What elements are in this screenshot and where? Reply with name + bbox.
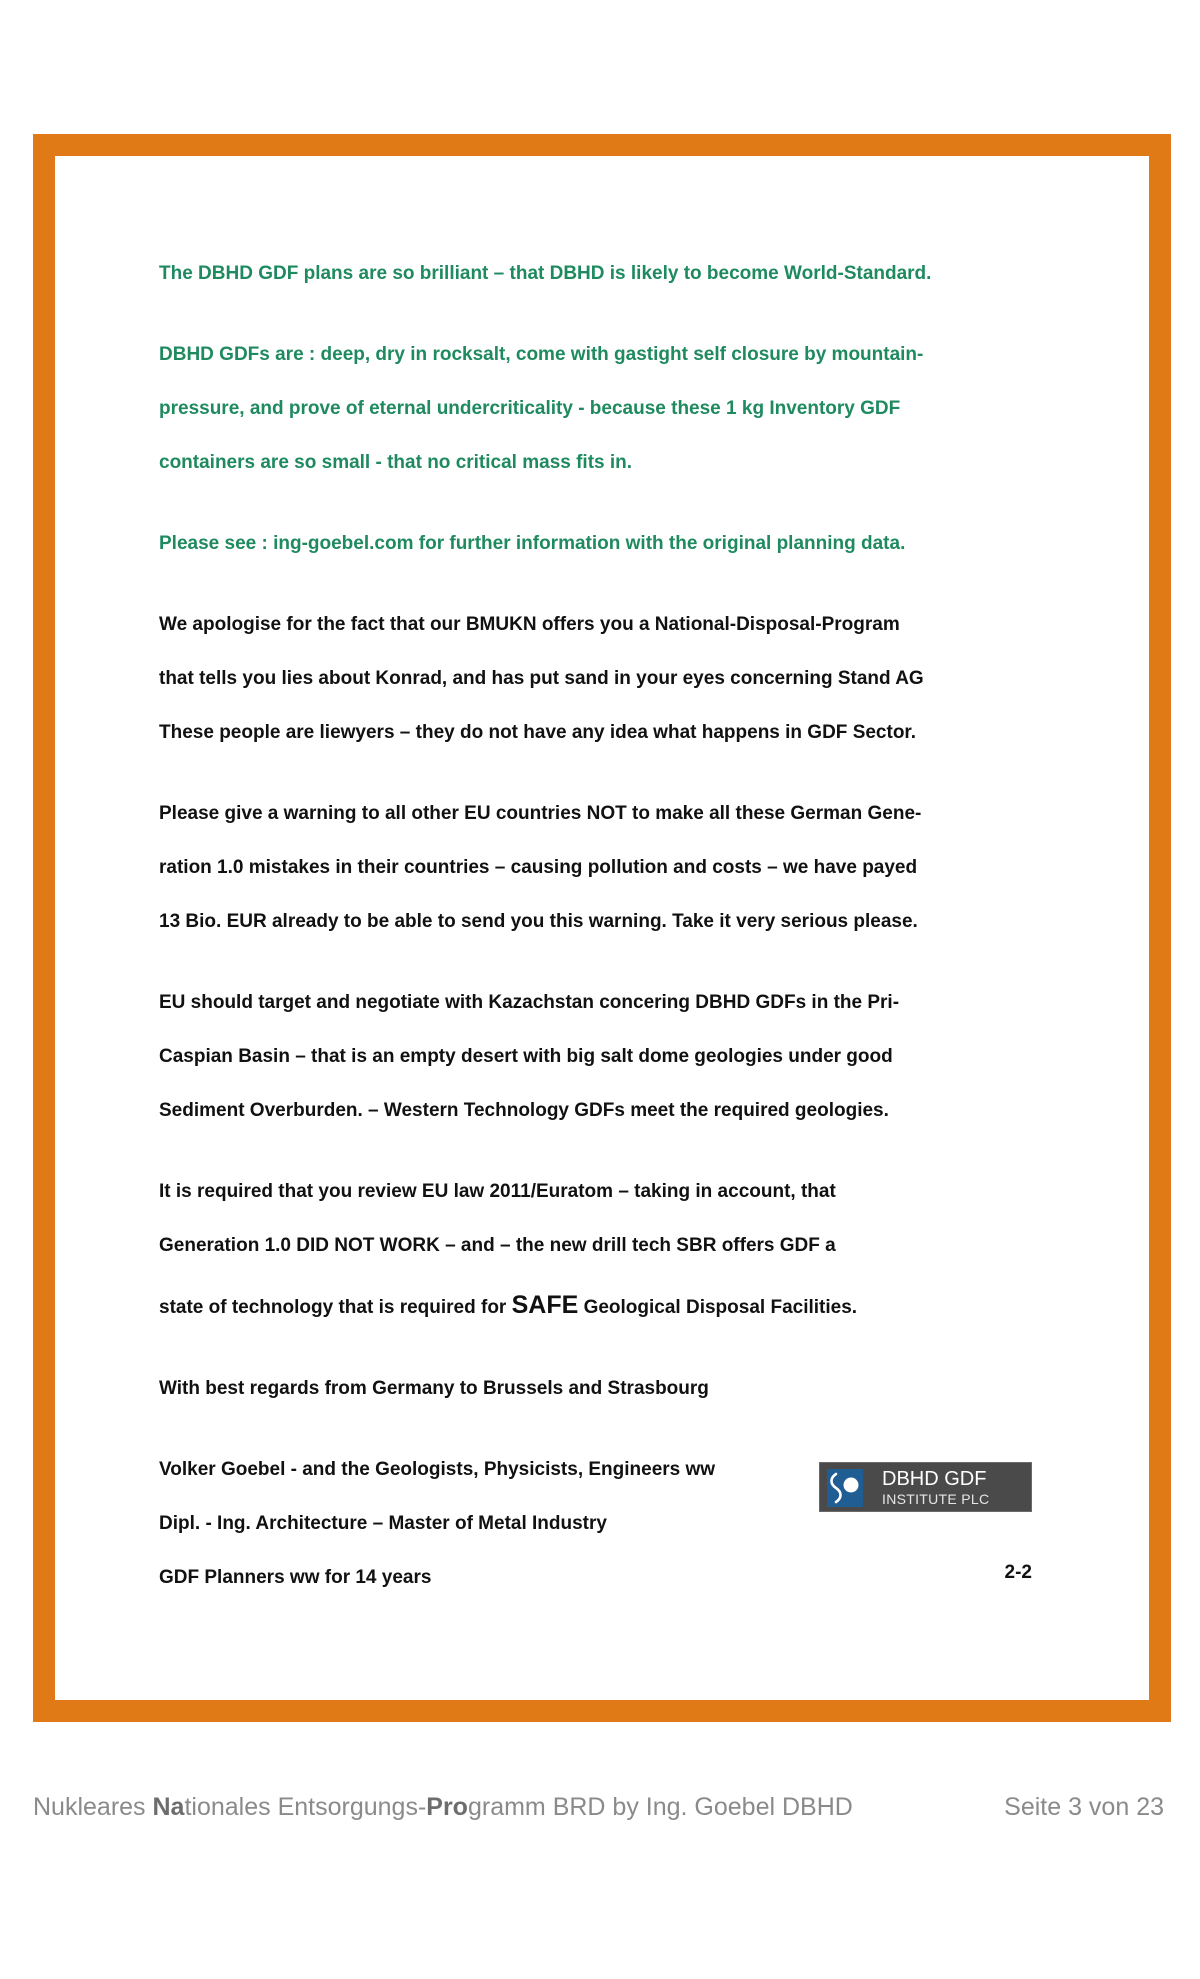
intro-line-2: DBHD GDFs are : deep, dry in rocksalt, come with gastight self closure by mountain- [159, 344, 924, 365]
orange-page-frame [33, 134, 1171, 1722]
kazakhstan-line-3: Sediment Overburden. – Western Technology GDFs meet the required geologies. [159, 1100, 889, 1121]
kazakhstan-line-1: EU should target and negotiate with Kazachstan concering DBHD GDFs in the Pri- [159, 992, 900, 1013]
dbhd-logo-icon [827, 1469, 863, 1507]
logo-subtitle: INSTITUTE PLC [882, 1491, 990, 1507]
letter-page-marker: 2-2 [1004, 1562, 1032, 1583]
footer-title-part-bold: Na [152, 1793, 185, 1821]
warning-line-3: 13 Bio. EUR already to be able to send you this warning. Take it very serious please. [159, 911, 918, 932]
logo-title: DBHD GDF [882, 1468, 987, 1490]
apology-line-1: We apologise for the fact that our BMUKN offers you a National-Disposal-Program [159, 614, 900, 635]
euratom-line-2: Generation 1.0 DID NOT WORK – and – the new drill tech SBR offers GDF a [159, 1235, 836, 1256]
kazakhstan-line-2: Caspian Basin – that is an empty desert with big salt dome geologies under good [159, 1046, 893, 1067]
apology-line-3: These people are liewyers – they do not have any idea what happens in GDF Sector. [159, 722, 917, 743]
intro-line-3: pressure, and prove of eternal undercriticality - because these 1 kg Inventory GDF [159, 398, 901, 419]
footer-title-part: gramm BRD by Ing. Goebel DBHD [467, 1793, 853, 1821]
signature-experience: GDF Planners ww for 14 years [159, 1567, 432, 1588]
euratom-line-3-start: state of technology that is required for [159, 1297, 512, 1318]
footer-title-part-bold: Pro [426, 1793, 468, 1821]
apology-line-2: that tells you lies about Konrad, and has put sand in your eyes concerning Stand AG [159, 668, 924, 689]
greeting-line: With best regards from Germany to Brussels and Strasbourg [159, 1378, 709, 1399]
dbhd-gdf-logo [819, 1462, 1032, 1512]
euratom-line-3-end: Geological Disposal Facilities. [578, 1297, 858, 1318]
signature-name: Volker Goebel - and the Geologists, Physicists, Engineers ww [159, 1459, 716, 1480]
euratom-line-1: It is required that you review EU law 2011/Euratom – taking in account, that [159, 1181, 836, 1202]
letter-sheet [55, 156, 1149, 1700]
logo-mark-graphic [827, 1469, 863, 1507]
footer-page-number: Seite 3 von 23 [1004, 1793, 1164, 1821]
intro-line-4: containers are so small - that no critical mass fits in. [159, 452, 633, 473]
warning-line-2: ration 1.0 mistakes in their countries – causing pollution and costs – we have payed [159, 857, 918, 878]
footer-document-title [33, 1792, 853, 1822]
signature-degree: Dipl. - Ing. Architecture – Master of Metal Industry [159, 1513, 607, 1534]
euratom-line-3 [159, 1293, 857, 1320]
warning-line-1: Please give a warning to all other EU countries NOT to make all these German Gene- [159, 803, 922, 824]
footer-title-part: Nukleares [33, 1793, 153, 1821]
website-reference-line: Please see : ing-goebel.com for further information with the original planning data. [159, 533, 906, 554]
safe-emphasis: SAFE [511, 1291, 579, 1319]
footer-title-part: tionales Entsorgungs- [184, 1793, 427, 1821]
intro-line-1: The DBHD GDF plans are so brilliant – that DBHD is likely to become World-Standard. [159, 263, 932, 284]
